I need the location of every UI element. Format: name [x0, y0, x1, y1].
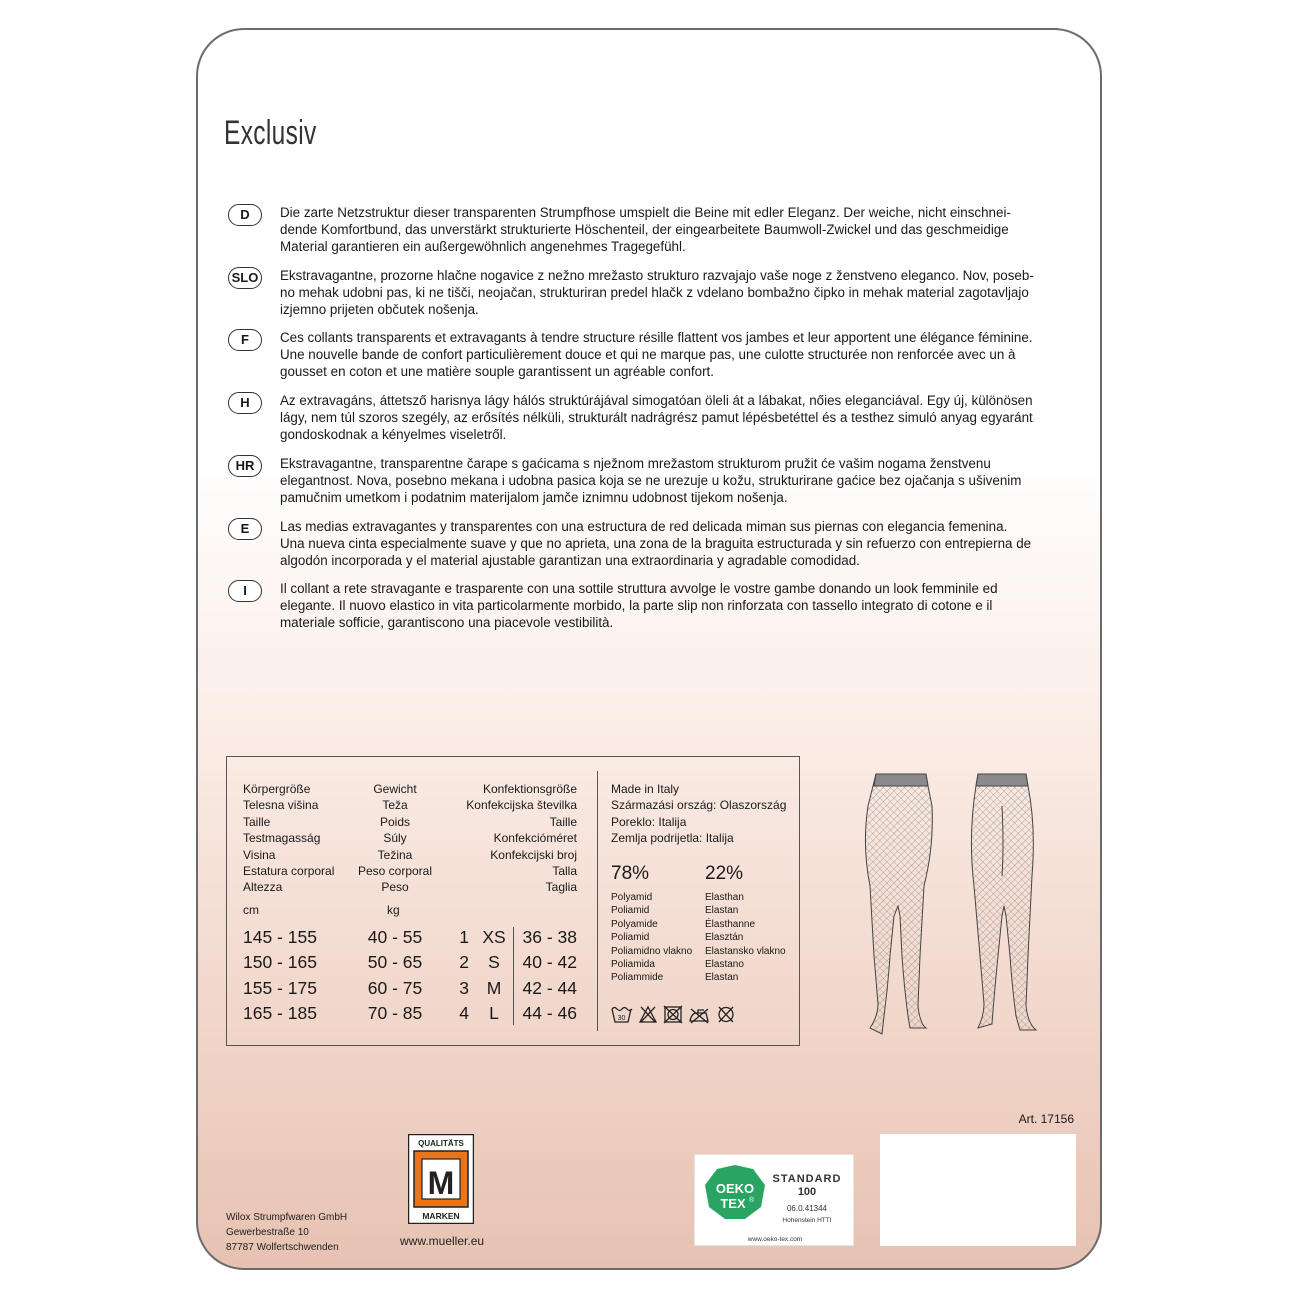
list-line: Poreklo: Italija — [611, 814, 687, 829]
size-cell-eu: 40 - 42 — [522, 952, 577, 973]
description-line: Die zarte Netzstruktur dieser transparenten Strumpfhose umspielt die Beine mit edler Eleganz. Der weiche, nicht einschnei- — [280, 205, 1011, 220]
website-link[interactable]: www.mueller.eu — [400, 1234, 485, 1248]
size-cell-eu: 36 - 38 — [522, 927, 577, 947]
list-line: Elasztán — [705, 932, 744, 944]
size-cell-height: 145 - 155 — [243, 927, 317, 947]
no-iron-icon — [690, 1009, 708, 1023]
size-cell-num: 4 — [459, 1002, 469, 1023]
size-cell-height: 155 - 175 — [243, 977, 317, 998]
list-line: Altezza — [243, 880, 283, 895]
svg-text:QUALITÄTS: QUALITÄTS — [418, 1139, 464, 1148]
language-description — [280, 580, 1080, 631]
list-line: Poids — [379, 814, 411, 829]
list-line: Poliamid — [611, 932, 650, 944]
description-line: Ekstravagantne, prozorne hlačne nogavice z nežno mrežasto strukturo razvajajo vaše noge z ženstveno eleganco. Nov, poseb- — [280, 267, 1034, 283]
tights-front-icon — [865, 774, 932, 1034]
size-cell-weight: 40 - 55 — [367, 927, 423, 947]
language-code-badge: D — [228, 204, 262, 226]
list-line: Testmagasság — [243, 831, 321, 846]
size-cell-letter: L — [489, 1002, 499, 1023]
composition-percent-2: 22% — [705, 863, 744, 884]
list-line: Wilox Strumpfwaren GmbH — [226, 1212, 348, 1223]
language-description — [280, 204, 1080, 255]
svg-text:100: 100 — [797, 1186, 817, 1198]
list-line: Taille — [243, 814, 271, 829]
svg-text:30: 30 — [617, 1015, 626, 1022]
size-cell-letter: XS — [482, 927, 506, 947]
list-line: Težina — [377, 847, 413, 862]
list-line: Visina — [243, 847, 276, 862]
description-line: Az extravagáns, áttetsző harisnya lágy hálós struktúrájával simogatóan öleli át a lábakat, nőies eleganciával. Egy új, különösen — [280, 393, 1033, 409]
description-line: Material garantieren ein außergewöhnlich angenehmes Tragegefühl. — [280, 239, 686, 254]
description-line: no mehak udobni pas, ki ne tišči, neojačan, strukturiran predel hlačk z vdelano bombažno čipko in mehak material zagotavljajo — [280, 284, 1029, 300]
list-line: Elastano — [705, 959, 744, 971]
no-bleach-icon — [640, 1007, 656, 1022]
barcode-area — [880, 1134, 1076, 1246]
wash-30-icon — [612, 1008, 632, 1023]
language-description — [280, 329, 1080, 380]
size-cell-height: 165 - 185 — [243, 1002, 317, 1023]
packaging-back — [196, 28, 1102, 1270]
language-code-badge: HR — [228, 455, 262, 477]
size-cell-num: 1 — [459, 927, 469, 947]
origin-info — [611, 781, 786, 847]
description-line: gondoskodnak a kényelmes viseletről. — [280, 427, 507, 443]
list-line: Peso — [381, 880, 409, 895]
language-code-badge: I — [228, 580, 262, 602]
description-line: elegantnost. Nova, posebno mekana i udobna pasica koja se ne urezuje u kožu, strukturirane gaćice bez ojačanja s ušivenim — [280, 472, 1022, 488]
unit-height: cm — [243, 903, 259, 917]
list-line: Elastansko vlakno — [705, 945, 786, 957]
list-line: Zemlja podrijetla: Italija — [611, 831, 734, 846]
svg-text:www.oeko-tex.com: www.oeko-tex.com — [747, 1236, 803, 1243]
company-address — [226, 1210, 347, 1255]
description-line: Las medias extravagantes y transparentes con una estructura de red delicada miman sus piernas con elegancia femenina. — [280, 518, 1008, 534]
svg-text:TEX: TEX — [720, 1196, 746, 1211]
svg-text:OEKO: OEKO — [715, 1181, 755, 1196]
language-code-badge: H — [228, 392, 262, 414]
description-line: Il collant a rete stravagante e trasparente con una sottile struttura avvolge le vostre gambe donando un look femminile ed — [280, 581, 998, 597]
list-line: Polyamid — [611, 892, 653, 903]
language-description — [280, 267, 1080, 318]
description-line: elegante. Il nuovo elastico in vita particolarmente morbido, la parte slip non rinforzata con tassello integrato di cotone e il — [280, 598, 993, 614]
size-cell-num: 2 — [459, 952, 469, 973]
qualitaets-marken-logo — [408, 1134, 474, 1224]
description-line: gousset en coton et une matière souple garantissent un agréable confort. — [280, 364, 714, 380]
oeko-tex-label — [694, 1154, 854, 1246]
list-line: Taille — [549, 814, 577, 829]
language-code-badge: E — [228, 518, 262, 540]
list-line: Made in Italy — [611, 782, 680, 796]
list-line: Súly — [383, 831, 407, 846]
list-line: Konfekcióméret — [493, 831, 577, 846]
size-cell-letter: S — [488, 952, 500, 973]
svg-text:M: M — [427, 1165, 455, 1201]
list-line: Polyamide — [611, 918, 658, 930]
description-line: materiale sofficie, garantiscono una piacevole vestibilità. — [280, 615, 614, 631]
language-description — [280, 455, 1080, 506]
list-line: Gewerbestraße 10 — [226, 1227, 309, 1238]
size-cell-eu: 42 - 44 — [522, 977, 577, 998]
description-line: lágy, nem túl szoros szegély, az erősítés nélküli, strukturált nadrágrész pamut lépésbetéttel és a testhez simuló anyag egyaránt — [280, 410, 1033, 426]
size-cell-height: 150 - 165 — [243, 952, 317, 973]
description-line: pamučnim umetkom i podatnim materijalom jamče iznimnu udobnost tijekom nošenja. — [280, 489, 788, 505]
language-code-badge: F — [228, 329, 262, 351]
description-line: izjemno prijeten občutek nošenja. — [280, 301, 479, 317]
composition-names-1 — [611, 891, 692, 985]
size-cell-weight: 50 - 65 — [367, 952, 423, 973]
oeko-tex-logo — [695, 1155, 855, 1247]
svg-text:06.0.41344: 06.0.41344 — [786, 1204, 828, 1213]
size-cell-eu: 44 - 46 — [522, 1002, 577, 1023]
tights-back-icon — [971, 774, 1036, 1030]
list-line: Konfekcijski broj — [490, 847, 577, 862]
list-line: 87787 Wolfertschwenden — [226, 1242, 339, 1253]
language-description — [280, 392, 1080, 443]
tights-illustration — [848, 766, 1048, 1036]
size-cell-weight: 70 - 85 — [367, 1002, 423, 1023]
description-line: Ces collants transparents et extravagants à tendre structure résille flattent vos jambes et leur apportent une élégance féminine. — [280, 330, 1033, 346]
no-tumble-dry-icon — [664, 1006, 682, 1023]
list-line: Poliamid — [611, 905, 650, 917]
size-header — [447, 781, 577, 896]
list-line: Talla — [552, 864, 577, 879]
language-description — [280, 518, 1080, 569]
size-separator — [513, 927, 514, 1025]
product-title: Exclusiv — [224, 114, 317, 152]
list-line: Elasthan — [705, 892, 744, 903]
list-line: Teža — [382, 798, 408, 813]
list-line: Származási ország: Olaszország — [611, 798, 787, 813]
size-cell-num: 3 — [459, 977, 469, 998]
list-line: Estatura corporal — [243, 864, 335, 879]
body-height-header — [243, 781, 334, 896]
description-line: Une nouvelle bande de confort particulièrement douce et qui ne marque pas, une culotte structurée non renforcée avec un à — [280, 347, 1016, 363]
composition-percent-1: 78% — [611, 863, 650, 884]
list-line: Peso corporal — [357, 864, 433, 879]
size-chart — [226, 756, 800, 1046]
list-line: Taglia — [545, 880, 577, 895]
size-cell-weight: 60 - 75 — [367, 977, 423, 998]
list-line: Konfekcijska številka — [466, 798, 577, 813]
svg-text:®: ® — [749, 1197, 755, 1204]
list-line: Elastan — [705, 972, 739, 984]
svg-text:STANDARD: STANDARD — [772, 1173, 842, 1185]
description-line: algodón incorporada y el material ajustable garantizan una extraordinaria y agradable comodidad. — [280, 552, 860, 568]
weight-header — [355, 781, 435, 896]
list-line: Konfektionsgröße — [482, 782, 577, 796]
list-line: Poliamida — [611, 959, 655, 971]
list-line: Poliammide — [611, 972, 664, 984]
language-code-badge: SLO — [228, 267, 262, 289]
size-cell-letter: M — [486, 977, 502, 998]
svg-text:Hohenstein HTTI: Hohenstein HTTI — [782, 1217, 832, 1224]
list-line: Elastan — [705, 905, 739, 917]
list-line: Telesna višina — [243, 798, 319, 813]
description-line: dende Komfortbund, das unverstärkt strukturierte Höschenteil, der eingearbeitete Baumwoll-Zwickel und das geschmeidige — [280, 222, 1009, 237]
list-line: Gewicht — [373, 782, 417, 796]
list-line: Poliamidno vlakno — [611, 945, 693, 957]
list-line: Körpergröße — [243, 782, 311, 796]
unit-weight: kg — [387, 903, 400, 917]
svg-text:MARKEN: MARKEN — [422, 1211, 460, 1221]
description-line: Ekstravagantne, transparentne čarape s gaćicama s nježnom mrežastom strukturom pružit će vašim nogama ženstvenu — [280, 455, 991, 471]
composition-names-2 — [705, 891, 786, 985]
divider — [597, 771, 598, 1031]
no-dry-clean-icon — [719, 1007, 733, 1022]
article-number: Art. 17156 — [1018, 1112, 1074, 1126]
description-line: Una nueva cinta especialmente suave y que no aprieta, una zona de la braguita estructurada y sin refuerzo con entrepierna de — [280, 535, 1032, 551]
care-symbols — [611, 1003, 747, 1025]
list-line: Élasthanne — [705, 918, 756, 930]
